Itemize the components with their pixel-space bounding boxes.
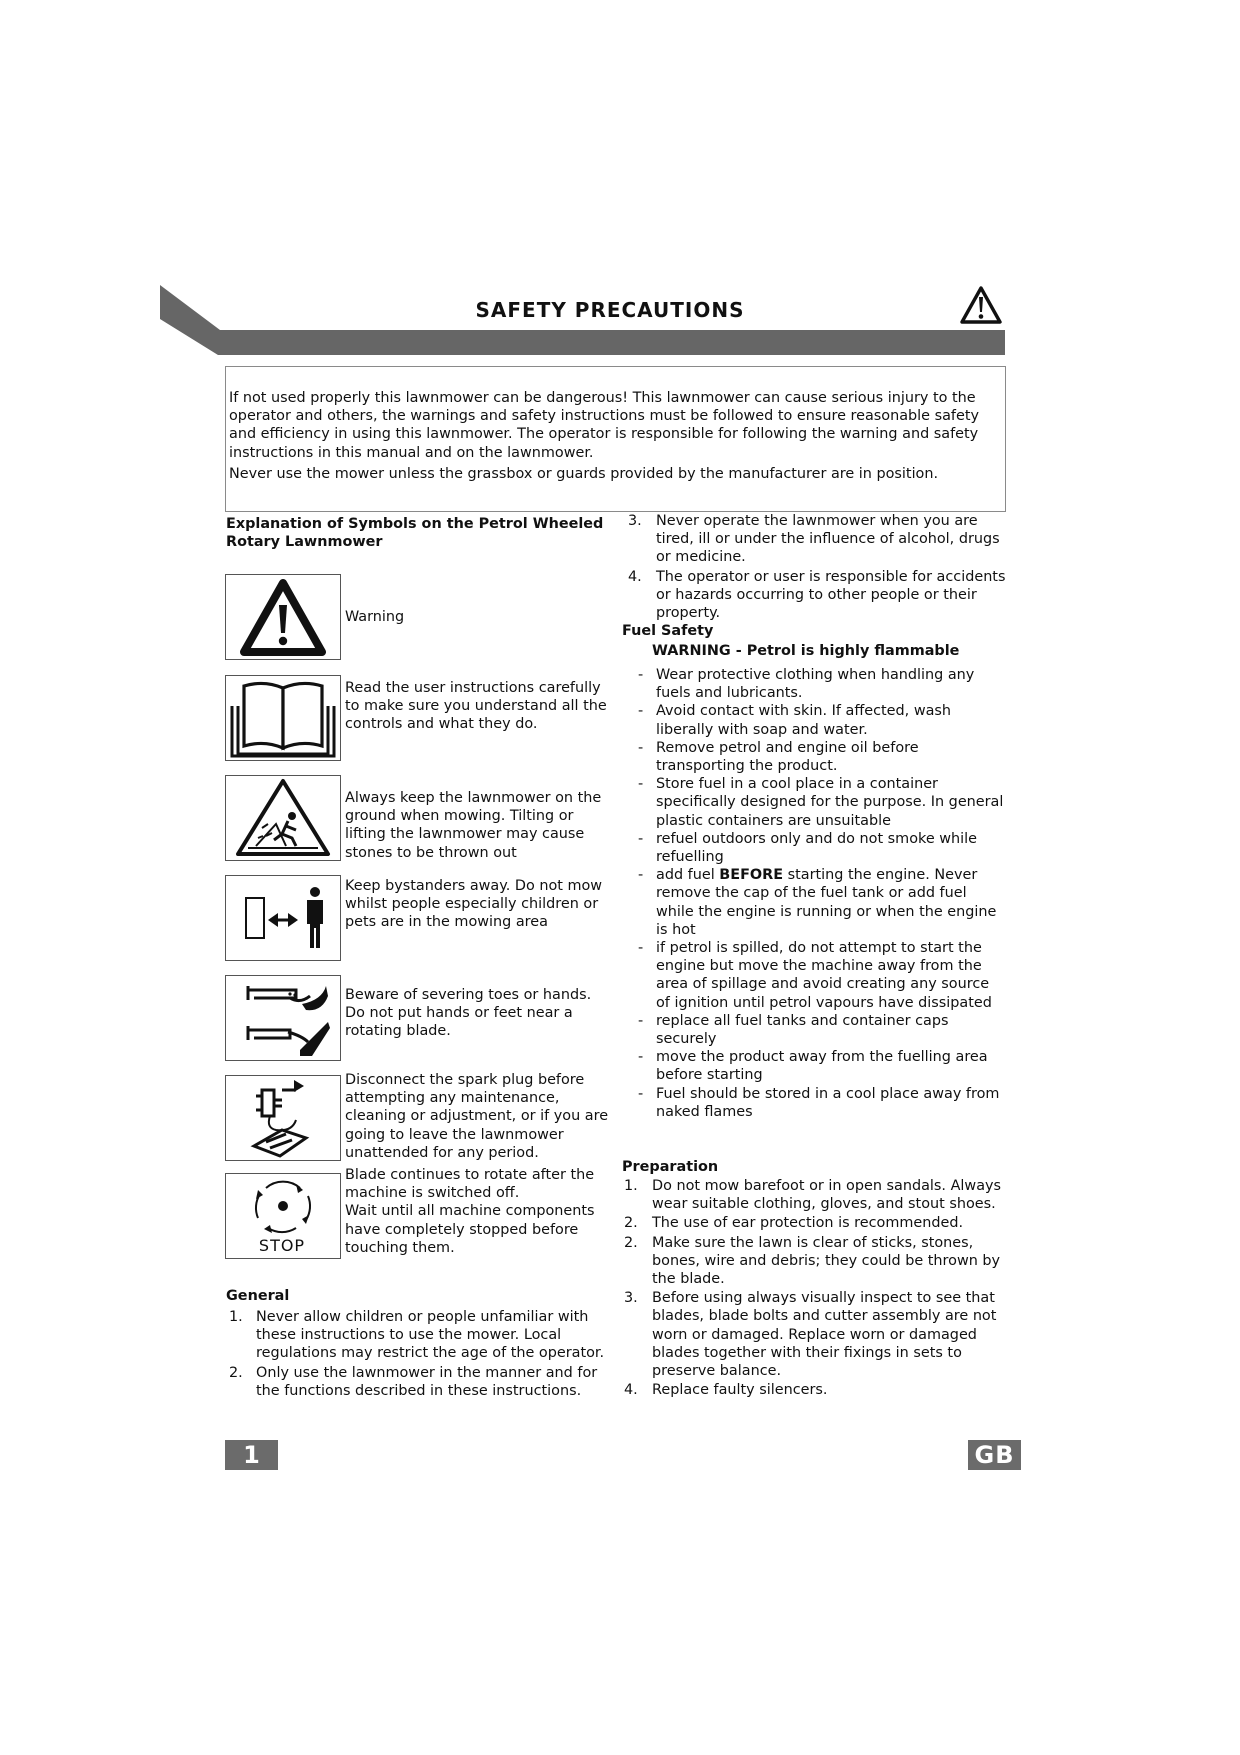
list-number: 4. — [628, 568, 642, 585]
list-text: if petrol is spilled, do not attempt to start the engine but move the machine away from the area of spillage and avoid creating any source of ignition until petrol vapours have dissipated — [656, 940, 992, 1011]
spark-plug-disconnect-icon — [226, 1076, 340, 1160]
list-text: Never operate the lawnmower when you are tired, ill or under the influence of alcohol, drugs or medicine. — [656, 513, 1000, 566]
list-text: replace all fuel tanks and container caps securely — [656, 1012, 949, 1048]
fuel-safety-heading: Fuel Safety — [622, 623, 714, 639]
list-text: Before using always visually inspect to see that blades, blade bolts and cutter assembly are not worn or damaged. Replace worn or damaged blades together with their fixings in sets to preserve balance. — [652, 1290, 997, 1380]
list-item: - add fuel BEFORE starting the engine. Never remove the cap of the fuel tank or add fuel while the engine is running or when the engine is hot — [638, 867, 997, 938]
fuel-safety-list — [626, 666, 1006, 1121]
list-item — [626, 512, 1006, 567]
preparation-list — [622, 1177, 1006, 1399]
list-text: Make sure the lawn is clear of sticks, stones, bones, wire and debris; they could be thrown by the blade. — [652, 1234, 1001, 1288]
warning-triangle-icon — [226, 575, 340, 659]
symbol-box-read-instructions — [225, 675, 341, 761]
list-item — [226, 1364, 606, 1400]
list-item — [622, 1381, 1006, 1399]
list-text: The operator or user is responsible for accidents or hazards occurring to other people or their property. — [656, 568, 1006, 622]
symbol-text-read-instructions: Read the user instructions carefully to make sure you understand all the controls and what they do. — [345, 680, 607, 733]
list-text: Avoid contact with skin. If affected, wash liberally with soap and water. — [656, 703, 952, 738]
list-number: 1. — [229, 1309, 243, 1325]
list-text: Only use the lawnmower in the manner and for the functions described in these instructions. — [256, 1364, 598, 1399]
list-text: Replace faulty silencers. — [652, 1382, 828, 1399]
list-text: refuel outdoors only and do not smoke while refuelling — [656, 830, 977, 866]
list-item — [626, 568, 1006, 623]
list-item: - Fuel should be stored in a cool place away from naked flames — [638, 1085, 1000, 1120]
list-text: Remove petrol and engine oil before transporting the product. — [656, 739, 919, 775]
list-text: Store fuel in a cool place in a container specifically designed for the purpose. In general plastic containers are unsuitable — [656, 776, 1004, 829]
page-title: SAFETY PRECAUTIONS — [475, 298, 745, 322]
stop-label: STOP — [258, 1236, 306, 1255]
open-book-icon — [226, 676, 340, 760]
list-item — [622, 1214, 1006, 1232]
list-number: 2. — [624, 1215, 638, 1232]
list-number: 2. — [229, 1364, 243, 1381]
list-text: Never allow children or people unfamiliar with these instructions to use the mower. Local regulations may restrict the age of the operator. — [256, 1309, 605, 1362]
symbols-heading: Explanation of Symbols on the Petrol Wheeled Rotary Lawnmower — [226, 516, 604, 551]
bystander-distance-icon — [226, 876, 340, 960]
symbol-box-spark-plug — [225, 1075, 341, 1161]
list-text-pre: add fuel — [656, 867, 720, 884]
symbol-box-thrown-objects — [225, 775, 341, 861]
symbol-text-warning: Warning — [345, 609, 405, 625]
list-item — [622, 1177, 1006, 1213]
intro-box — [225, 366, 1006, 512]
symbol-box-warning — [225, 574, 341, 660]
list-item: - Wear protective clothing when handling any fuels and lubricants. — [638, 667, 975, 702]
general-list-continued — [626, 512, 1006, 622]
list-text-post: starting the engine. Never remove the cap of the fuel tank or add fuel while the engine is running or when the engine is hot — [656, 867, 997, 938]
list-item: - Avoid contact with skin. If affected, wash liberally with soap and water. — [638, 703, 952, 738]
list-item: - if petrol is spilled, do not attempt to start the engine but move the machine away from the area of spillage and avoid creating any source of ignition until petrol vapours have dissipated — [638, 940, 992, 1011]
list-item — [622, 1289, 1006, 1380]
list-number: 2. — [624, 1234, 638, 1251]
symbol-text-spark-plug: Disconnect the spark plug before attempting any maintenance, cleaning or adjustment, or if you are going to leave the lawnmower unattended for any period. — [345, 1072, 609, 1161]
symbol-box-blade-stop — [225, 1173, 341, 1259]
list-item: - Remove petrol and engine oil before transporting the product. — [638, 739, 919, 775]
symbol-text-blade-stop: Blade continues to rotate after the machine is switched off. Wait until all machine components have completely stopped before touching them. — [345, 1167, 595, 1256]
list-number: 4. — [624, 1382, 638, 1399]
general-heading: General — [226, 1288, 290, 1304]
language-badge: GB — [968, 1440, 1021, 1470]
page-number: 1 — [225, 1440, 278, 1470]
warning-triangle-icon — [959, 285, 1003, 325]
list-number: 1. — [624, 1178, 638, 1194]
list-item: - replace all fuel tanks and container caps securely — [638, 1012, 949, 1048]
list-item — [622, 1234, 1006, 1289]
intro-paragraph: If not used properly this lawnmower can be dangerous! This lawnmower can cause serious injury to the operator and others, the warnings and safety instructions must be followed to ensure reasonable safety and efficiency in using this lawnmower. The operator is responsible for following the warning and safety instructions in this manual and on the lawnmower. — [229, 390, 979, 461]
list-item: - Store fuel in a cool place in a container specifically designed for the purpose. In general plastic containers are unsuitable — [638, 776, 1004, 829]
list-text: The use of ear protection is recommended. — [652, 1215, 964, 1232]
list-text: Fuel should be stored in a cool place away from naked flames — [656, 1085, 1000, 1120]
thrown-objects-icon — [226, 776, 340, 860]
severing-toes-hands-icon — [226, 976, 340, 1060]
list-item — [226, 1308, 606, 1363]
general-list — [226, 1308, 606, 1400]
symbol-box-bystanders — [225, 875, 341, 961]
list-text: Do not mow barefoot or in open sandals. Always wear suitable clothing, gloves, and stout shoes. — [652, 1178, 1002, 1213]
symbol-text-severing: Beware of severing toes or hands. Do not put hands or feet near a rotating blade. — [345, 987, 592, 1040]
list-number: 3. — [624, 1290, 638, 1307]
list-text: move the product away from the fuelling area before starting — [656, 1049, 988, 1084]
symbol-text-thrown-objects: Always keep the lawnmower on the ground when mowing. Tilting or lifting the lawnmower may cause stones to be thrown out — [345, 790, 602, 861]
list-item: - move the product away from the fuelling area before starting — [638, 1049, 988, 1084]
preparation-heading: Preparation — [622, 1159, 719, 1175]
list-number: 3. — [628, 513, 642, 529]
list-text: Wear protective clothing when handling any fuels and lubricants. — [656, 667, 975, 702]
fuel-warning: WARNING - Petrol is highly flammable — [652, 643, 960, 659]
intro-paragraph-guards: Never use the mower unless the grassbox or guards provided by the manufacturer are in position. — [229, 465, 939, 482]
symbol-box-severing — [225, 975, 341, 1061]
list-text-bold: BEFORE — [719, 867, 784, 884]
list-item: - refuel outdoors only and do not smoke while refuelling — [638, 830, 977, 866]
symbol-text-bystanders: Keep bystanders away. Do not mow whilst people especially children or pets are in the mowing area — [345, 878, 603, 931]
